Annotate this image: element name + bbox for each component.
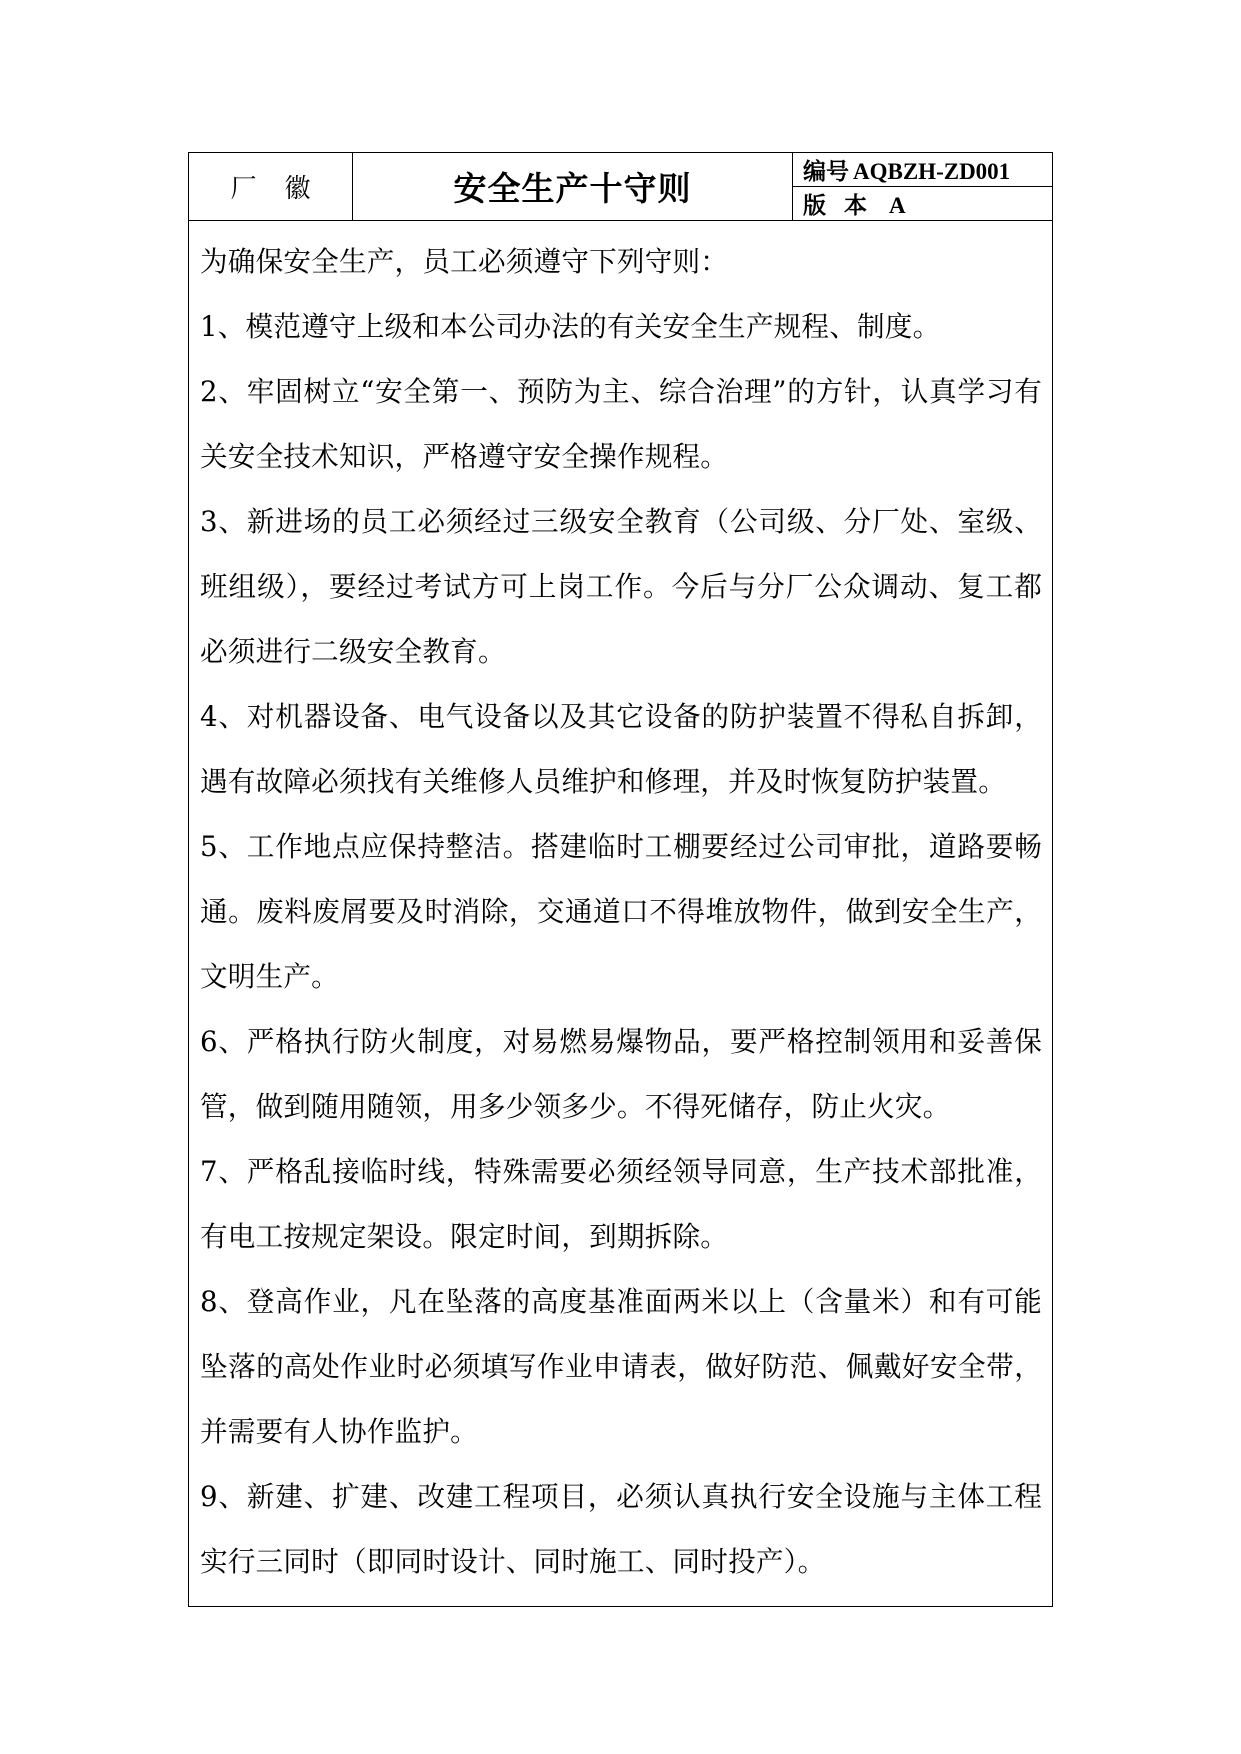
code-label: 编号	[803, 158, 849, 185]
rule-item: 7、严格乱接临时线，特殊需要必须经领导同意，生产技术部批准，有电工按规定架设。限定时间，到期拆除。	[200, 1155, 1042, 1253]
document-table	[188, 152, 1053, 1607]
emblem-cell: 厂徽	[189, 153, 353, 221]
version-cell	[793, 187, 1053, 221]
rule-item: 1、模范遵守上级和本公司办法的有关安全生产规程、制度。	[200, 310, 941, 343]
version-label: 版本	[803, 192, 885, 219]
rule-item: 5、工作地点应保持整洁。搭建临时工棚要经过公司审批，道路要畅通。废料废屑要及时消除，交通道口不得堆放物件，做到安全生产，文明生产。	[200, 830, 1042, 993]
header-row-1	[189, 153, 1053, 187]
intro-paragraph: 为确保安全生产，员工必须遵守下列守则：	[200, 245, 729, 278]
rule-item: 8、登高作业，凡在坠落的高度基准面两米以上（含量米）和有可能坠落的高处作业时必须填写作业申请表，做好防范、佩戴好安全带，并需要有人协作监护。	[200, 1285, 1042, 1448]
rule-item: 6、严格执行防火制度，对易燃易爆物品，要严格控制领用和妥善保管，做到随用随领，用多少领多少。不得死储存，防止火灾。	[200, 1025, 1042, 1123]
code-value: AQBZH-ZD001	[853, 159, 1011, 184]
document-title: 安全生产十守则	[353, 153, 793, 221]
content-row	[189, 221, 1053, 1607]
content-cell	[189, 221, 1053, 1607]
rule-item: 2、牢固树立“安全第一、预防为主、综合治理”的方针，认真学习有关安全技术知识，严格遵守安全操作规程。	[200, 375, 1042, 473]
document-code-cell	[793, 153, 1053, 187]
rule-item: 4、对机器设备、电气设备以及其它设备的防护装置不得私自拆卸，遇有故障必须找有关维修人员维护和修理，并及时恢复防护装置。	[200, 700, 1042, 798]
rule-item: 3、新进场的员工必须经过三级安全教育（公司级、分厂处、室级、班组级），要经过考试方可上岗工作。今后与分厂公众调动、复工都必须进行二级安全教育。	[200, 505, 1042, 668]
version-value: A	[889, 193, 906, 218]
rule-item: 9、新建、扩建、改建工程项目，必须认真执行安全设施与主体工程实行三同时（即同时设计、同时施工、同时投产）。	[200, 1480, 1042, 1578]
